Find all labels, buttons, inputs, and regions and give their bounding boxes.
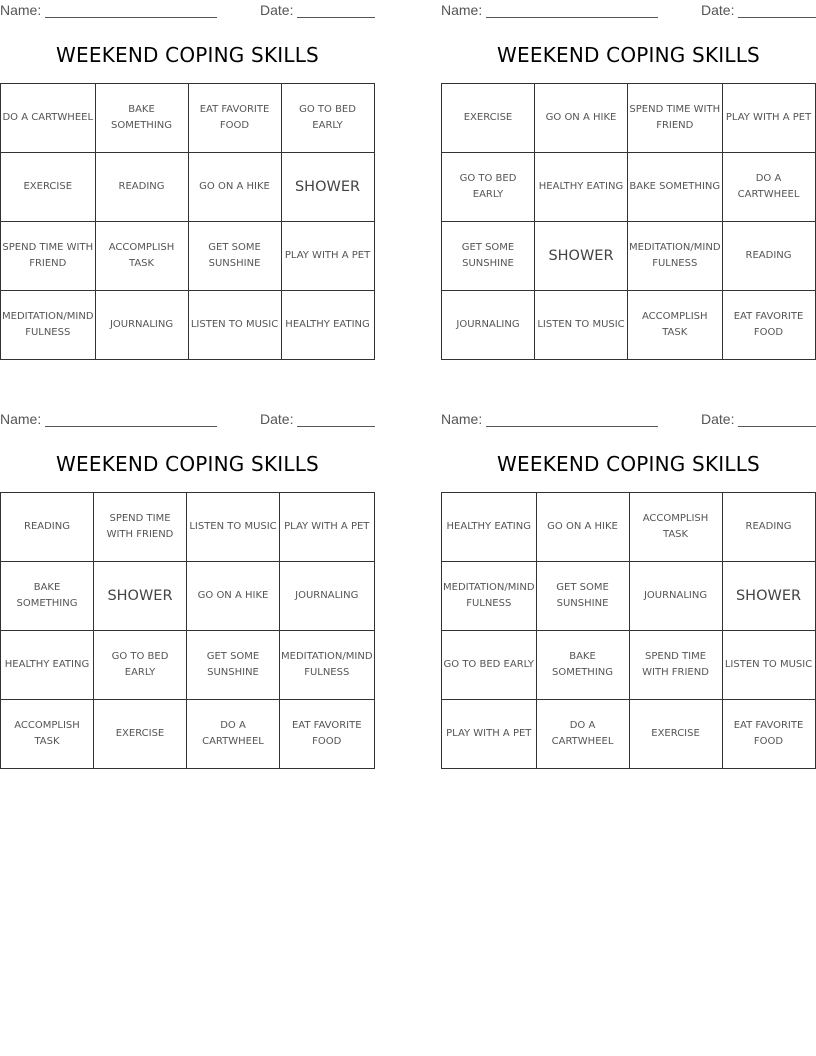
grid-row (1, 700, 375, 769)
bingo-grid (0, 492, 375, 769)
name-blank-line (486, 17, 658, 18)
card-title: WEEKEND COPING SKILLS (497, 452, 760, 476)
grid-cell: EAT FAVORITE FOOD (280, 700, 375, 769)
grid-cell: EAT FAVORITE FOOD (722, 700, 815, 769)
bingo-grid (0, 83, 375, 360)
name-date-row (441, 409, 816, 431)
grid-cell: GET SOME SUNSHINE (536, 562, 629, 631)
grid-cell: BAKE SOMETHING (1, 562, 94, 631)
grid-cell: GO ON A HIKE (536, 493, 629, 562)
grid-cell: LISTEN TO MUSIC (187, 493, 280, 562)
grid-cell: SPEND TIME WITH FRIEND (1, 222, 96, 291)
grid-cell: BAKE SOMETHING (628, 153, 723, 222)
grid-cell: SHOWER (535, 222, 628, 291)
grid-cell: JOURNALING (442, 291, 535, 360)
grid-cell: ACCOMPLISH TASK (628, 291, 723, 360)
grid-cell: PLAY WITH A PET (281, 222, 374, 291)
grid-cell: JOURNALING (280, 562, 375, 631)
grid-cell: EAT FAVORITE FOOD (188, 84, 281, 153)
grid-cell: GET SOME SUNSHINE (187, 631, 280, 700)
grid-cell: GO TO BED EARLY (281, 84, 374, 153)
grid-cell: READING (95, 153, 188, 222)
grid-row (442, 700, 816, 769)
grid-cell: SHOWER (722, 562, 815, 631)
grid-cell: READING (1, 493, 94, 562)
grid-cell: JOURNALING (629, 562, 722, 631)
grid-cell: GO ON A HIKE (188, 153, 281, 222)
grid-cell: GET SOME SUNSHINE (188, 222, 281, 291)
name-label: Name: (441, 411, 483, 427)
grid-row (442, 291, 816, 360)
grid-cell: READING (722, 493, 815, 562)
grid-row (442, 493, 816, 562)
name-label: Name: (441, 2, 483, 18)
card-title: WEEKEND COPING SKILLS (497, 43, 760, 67)
grid-cell: LISTEN TO MUSIC (535, 291, 628, 360)
date-label: Date: (260, 411, 294, 427)
grid-cell: GO ON A HIKE (187, 562, 280, 631)
grid-cell: GO TO BED EARLY (94, 631, 187, 700)
grid-cell: JOURNALING (95, 291, 188, 360)
grid-cell: BAKE SOMETHING (95, 84, 188, 153)
date-blank-line (738, 17, 816, 18)
grid-cell: SPEND TIME WITH FRIEND (94, 493, 187, 562)
grid-cell: MEDITATION/MIND FULNESS (442, 562, 537, 631)
grid-cell: DO A CARTWHEEL (722, 153, 815, 222)
grid-cell: READING (722, 222, 815, 291)
grid-cell: SPEND TIME WITH FRIEND (629, 631, 722, 700)
date-label: Date: (260, 2, 294, 18)
grid-cell: PLAY WITH A PET (280, 493, 375, 562)
grid-row (442, 153, 816, 222)
grid-cell: SHOWER (281, 153, 374, 222)
name-label: Name: (0, 2, 42, 18)
name-date-row (0, 0, 375, 22)
grid-cell: PLAY WITH A PET (442, 700, 537, 769)
name-blank-line (486, 426, 658, 427)
grid-cell: HEALTHY EATING (1, 631, 94, 700)
bingo-grid (441, 492, 816, 769)
name-blank-line (45, 17, 217, 18)
grid-cell: SPEND TIME WITH FRIEND (628, 84, 723, 153)
card-title: WEEKEND COPING SKILLS (56, 452, 319, 476)
grid-cell: MEDITATION/MIND FULNESS (628, 222, 723, 291)
grid-cell: EXERCISE (442, 84, 535, 153)
grid-cell: DO A CARTWHEEL (1, 84, 96, 153)
grid-cell: ACCOMPLISH TASK (95, 222, 188, 291)
grid-cell: ACCOMPLISH TASK (1, 700, 94, 769)
grid-cell: DO A CARTWHEEL (187, 700, 280, 769)
grid-row (1, 493, 375, 562)
grid-row (442, 222, 816, 291)
date-blank-line (297, 426, 375, 427)
grid-row (442, 631, 816, 700)
grid-cell: GET SOME SUNSHINE (442, 222, 535, 291)
date-label: Date: (701, 2, 735, 18)
grid-row (1, 222, 375, 291)
date-label: Date: (701, 411, 735, 427)
grid-cell: SHOWER (94, 562, 187, 631)
grid-cell: MEDITATION/MIND FULNESS (280, 631, 375, 700)
grid-cell: GO ON A HIKE (535, 84, 628, 153)
grid-row (1, 562, 375, 631)
date-blank-line (738, 426, 816, 427)
grid-cell: LISTEN TO MUSIC (722, 631, 815, 700)
grid-cell: BAKE SOMETHING (536, 631, 629, 700)
bingo-grid (441, 83, 816, 360)
grid-cell: EXERCISE (94, 700, 187, 769)
grid-cell: HEALTHY EATING (535, 153, 628, 222)
grid-cell: DO A CARTWHEEL (536, 700, 629, 769)
name-blank-line (45, 426, 217, 427)
date-blank-line (297, 17, 375, 18)
name-date-row (0, 409, 375, 431)
grid-cell: ACCOMPLISH TASK (629, 493, 722, 562)
grid-row (1, 153, 375, 222)
grid-row (1, 291, 375, 360)
grid-cell: PLAY WITH A PET (722, 84, 815, 153)
grid-row (442, 562, 816, 631)
grid-cell: GO TO BED EARLY (442, 631, 537, 700)
grid-row (1, 84, 375, 153)
grid-cell: LISTEN TO MUSIC (188, 291, 281, 360)
grid-row (1, 631, 375, 700)
grid-row (442, 84, 816, 153)
grid-cell: GO TO BED EARLY (442, 153, 535, 222)
card-title: WEEKEND COPING SKILLS (56, 43, 319, 67)
name-label: Name: (0, 411, 42, 427)
grid-cell: HEALTHY EATING (281, 291, 374, 360)
grid-cell: EAT FAVORITE FOOD (722, 291, 815, 360)
grid-cell: HEALTHY EATING (442, 493, 537, 562)
name-date-row (441, 0, 816, 22)
grid-cell: EXERCISE (1, 153, 96, 222)
grid-cell: EXERCISE (629, 700, 722, 769)
grid-cell: MEDITATION/MIND FULNESS (1, 291, 96, 360)
